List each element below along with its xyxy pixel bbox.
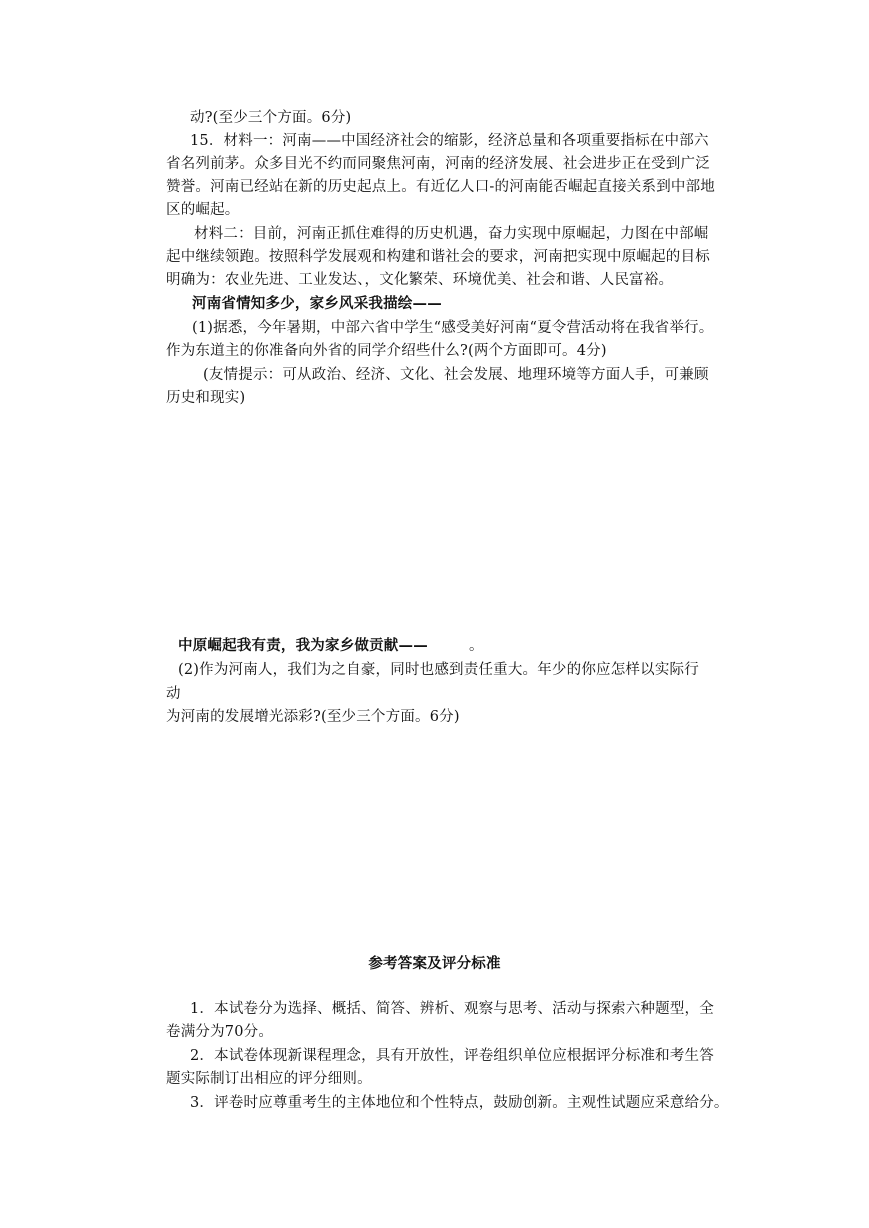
scoring-note-1-line-2: 卷满分为70分。 <box>166 1024 274 1040</box>
scoring-note-2-line-2: 题实际制订出相应的评分细则。 <box>166 1071 372 1087</box>
subquestion-2-line-1: (2)作为河南人，我们为之自豪，同时也感到责任重大。年少的你应怎样以实际行 <box>178 662 699 678</box>
material-two-line-3: 明确为：农业先进、工业发达、，文化繁荣、环境优美、社会和谐、人民富裕。 <box>166 272 674 288</box>
section-heading-2: 中原崛起我有责，我为家乡做贡献—— <box>178 638 428 654</box>
hint-line-1: (友情提示：可从政治、经济、文化、社会发展、地理环境等方面人手，可兼顾 <box>203 367 709 383</box>
answer-key-title: 参考答案及评分标准 <box>368 956 501 972</box>
question-15-line-1: 15．材料一：河南——中国经济社会的缩影，经济总量和各项重要指标在中部六 <box>190 133 709 149</box>
scoring-note-2-line-1: 2．本试卷体现新课程理念，具有开放性，评卷组织单位应根据评分标准和考生答 <box>190 1048 714 1064</box>
hint-line-2: 历史和现实) <box>166 390 246 406</box>
section-heading-1: 河南省情知多少，家乡风采我描绘—— <box>192 296 442 312</box>
subquestion-2-line-3: 为河南的发展增光添彩?(至少三个方面。6分) <box>166 709 460 725</box>
scoring-note-1-line-1: 1．本试卷分为选择、概括、简答、辨析、观察与思考、活动与探索六种题型，全 <box>190 1001 714 1017</box>
subquestion-1-line-2: 作为东道主的你准备向外省的同学介绍些什么?(两个方面即可。4分) <box>166 343 607 359</box>
subquestion-2-line-2: 动 <box>166 686 181 702</box>
question-15-line-2: 省名列前茅。众多目光不约而同聚焦河南，河南的经济发展、社会进步正在受到广泛 <box>166 156 710 172</box>
text-line-1: 动?(至少三个方面。6分) <box>190 110 352 126</box>
material-two-line-2: 起中继续领跑。按照科学发展观和构建和谐社会的要求，河南把实现中原崛起的目标 <box>166 249 710 265</box>
scoring-note-3-line-1: 3．评卷时应尊重考生的主体地位和个性特点，鼓励创新。主观性试题应采意给分。 <box>190 1095 729 1111</box>
question-15-line-3: 赞誉。河南已经站在新的历史起点上。有近亿人口-的河南能否崛起直接关系到中部地 <box>166 179 715 195</box>
question-15-line-4: 区的崛起。 <box>166 202 240 218</box>
material-two-line-1: 材料二：目前，河南正抓住难得的历史机遇，奋力实现中原崛起，力图在中部崛 <box>194 226 709 242</box>
heading-period: 。 <box>469 638 484 654</box>
subquestion-1-line-1: (1)据悉，今年暑期，中部六省中学生“感受美好河南“夏令营活动将在我省举行。 <box>192 320 714 336</box>
